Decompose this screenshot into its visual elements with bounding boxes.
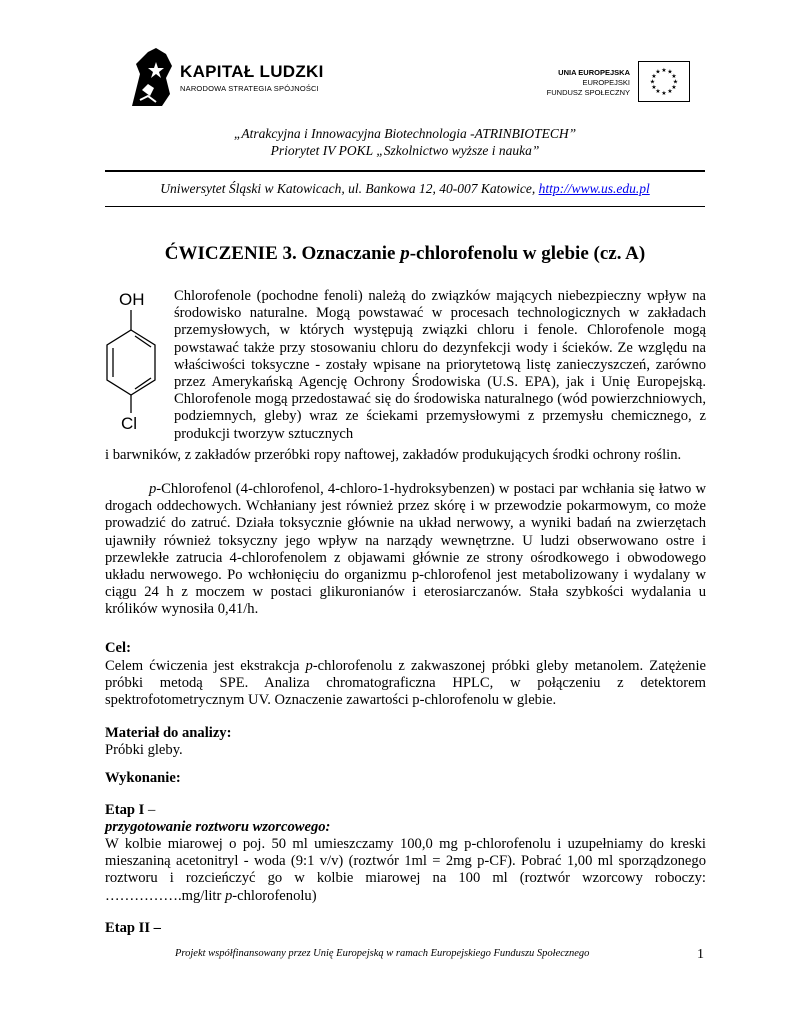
cel-text xyxy=(105,658,706,710)
project-title: „Atrakcyjna i Innowacyjna Biotechnologia -ATRINBIOTECH” xyxy=(233,126,577,141)
wykonanie-heading: Wykonanie: xyxy=(105,770,181,786)
page-title xyxy=(105,243,705,265)
etap1-subheading: przygotowanie roztworu wzorcowego: xyxy=(105,819,331,835)
etap1-label: Etap I xyxy=(105,802,145,818)
eu-fund-text xyxy=(540,68,630,98)
eu-flag-icon xyxy=(638,61,690,102)
project-priority: Priorytet IV POKL „Szkolnictwo wyższe i nauka” xyxy=(270,143,540,158)
svg-text:★: ★ xyxy=(671,73,677,80)
divider xyxy=(105,170,705,172)
italic-p: p xyxy=(225,887,233,904)
etap2-heading: Etap II – xyxy=(105,920,161,936)
divider xyxy=(105,206,705,207)
cl-label: Cl xyxy=(121,414,138,433)
para2-text: -Chlorofenol (4-chlorofenol, 4-chloro-1-hydroksybenzen) w postaci par wchłania się łatwo w drogach oddechowych. Wchłaniany jest również przez skórę i w przewodzie pokarmowym, co może prowadzić do zatruć. Działa toksycznie głównie na układ nerwowy, a wyniki badań na zwierzętach ujawniły również toksyczny jego wpływ na narządy wewnętrzne. U ludzi obserwowano ostre i przewlekłe zatrucia 4-chlorofenolem z objawami głównie ze strony ośrodkowego i obwodowego układu nerwowego. Po wchłonięciu do organizmu p-chlorofenol jest metabolizowany i wydalany w ciągu 24 h z moczem w postaci glikuronianów i eterosiarczanów. Stała szybkości wydalania u królików wynosiła 0,41/h. xyxy=(105,481,706,618)
svg-text:★: ★ xyxy=(667,68,673,76)
cel-heading: Cel: xyxy=(105,640,131,656)
svg-text:★: ★ xyxy=(661,67,667,74)
etap1-heading xyxy=(105,802,706,819)
material-heading: Materiał do analizy: xyxy=(105,725,232,741)
title-italic: p xyxy=(400,243,410,264)
svg-text:★: ★ xyxy=(671,84,677,91)
svg-text:★: ★ xyxy=(649,78,656,86)
etap1-text-a: W kolbie miarowej o poj. 50 ml umieszczamy 100,0 mg p-chlorofenolu i uzupełniamy do kreski mieszaniną acetonitryl - woda (9:1 v/v) (roztwór 1ml = 2mg p-CF). Pobrać 1,00 ml sporządzonego roztworu i rozcieńczyć go w kolbie miarowej na 100 ml (roztwór wzorcowy roboczy: …………….mg/litr xyxy=(105,836,706,904)
etap1-dash: – xyxy=(144,802,156,818)
eu-line1: UNIA EUROPEJSKA xyxy=(558,68,630,77)
italic-p: p xyxy=(305,658,313,674)
eu-line2: EUROPEJSKI xyxy=(582,78,630,87)
svg-text:★: ★ xyxy=(672,78,679,86)
etap1-text-b: -chlorofenolu) xyxy=(232,887,317,904)
svg-text:★: ★ xyxy=(655,88,661,95)
university-link[interactable]: http://www.us.edu.pl xyxy=(538,181,650,196)
title-prefix: ĆWICZENIE 3. Oznaczanie xyxy=(164,243,401,264)
intro-paragraph: Chlorofenole (pochodne fenoli) należą do związków mających niebezpieczny wpływ na środowisko naturalne. Mogą powstawać w procesach technologicznych w zakładach przemysłowych, w których występują związki chloru i fenole. Chlorofenole mogą powstawać także przy stosowaniu chloru do dezynfekcji wody i ścieków. Ze względu na właściwości toksyczne - zostały wpisane na priorytetową listę zanieczyszczeń, zarówno przez Amerykańską Agencję Ochrony Środowiska (U.S. EPA), jak i Unię Europejską. Chlorofenole mogą przedostawać się do środowiska naturalnego (wód powierzchniowych, podziemnych, gleby) wraz ze ściekami przemysłowymi z przemysłu chemicznego, z produkcji tworzyw sztucznych xyxy=(174,288,706,442)
svg-text:★: ★ xyxy=(667,88,673,95)
svg-text:★: ★ xyxy=(651,73,657,80)
svg-text:★: ★ xyxy=(661,90,667,97)
chlorophenol-structure xyxy=(95,290,165,440)
material-text: Próbki gleby. xyxy=(105,742,183,758)
eu-line3: FUNDUSZ SPOŁECZNY xyxy=(546,88,630,97)
page-number: 1 xyxy=(697,947,704,962)
title-suffix: -chlorofenolu w glebie (cz. A) xyxy=(409,243,646,264)
svg-text:★: ★ xyxy=(655,68,661,76)
intro-continued: i barwników, z zakładów przeróbki ropy naftowej, zakładów produkujących środki ochrony roślin. xyxy=(105,447,682,463)
kapital-ludzki-subtitle: NARODOWA STRATEGIA SPÓJNOŚCI xyxy=(180,84,319,93)
oh-label: OH xyxy=(119,290,145,309)
para-chlorophenol xyxy=(105,481,706,619)
kapital-ludzki-title: KAPITAŁ LUDZKI xyxy=(180,62,324,81)
university-line xyxy=(105,181,705,197)
kapital-ludzki-logo xyxy=(126,44,178,110)
cel-text-b: -chlorofenolu z zakwaszonej próbki gleby metanolem. Zatężenie próbki metodą SPE. Analiza chromatograficzna HPLC, w połączeniu z detektorem spektrofotometrycznym UV. Oznaczenie zawartości p-chlorofenolu w glebie. xyxy=(105,658,706,709)
svg-text:★: ★ xyxy=(651,84,657,91)
italic-p: p xyxy=(149,481,157,497)
benzene-ring-icon xyxy=(95,310,165,420)
footer-text: Projekt współfinansowany przez Unię Europejską w ramach Europejskiego Funduszu Społecznego xyxy=(175,948,590,959)
etap1-text xyxy=(105,836,706,905)
cel-text-a: Celem ćwiczenia jest ekstrakcja xyxy=(105,658,306,674)
university-address: Uniwersytet Śląski w Katowicach, ul. Bankowa 12, 40-007 Katowice, xyxy=(160,181,536,196)
